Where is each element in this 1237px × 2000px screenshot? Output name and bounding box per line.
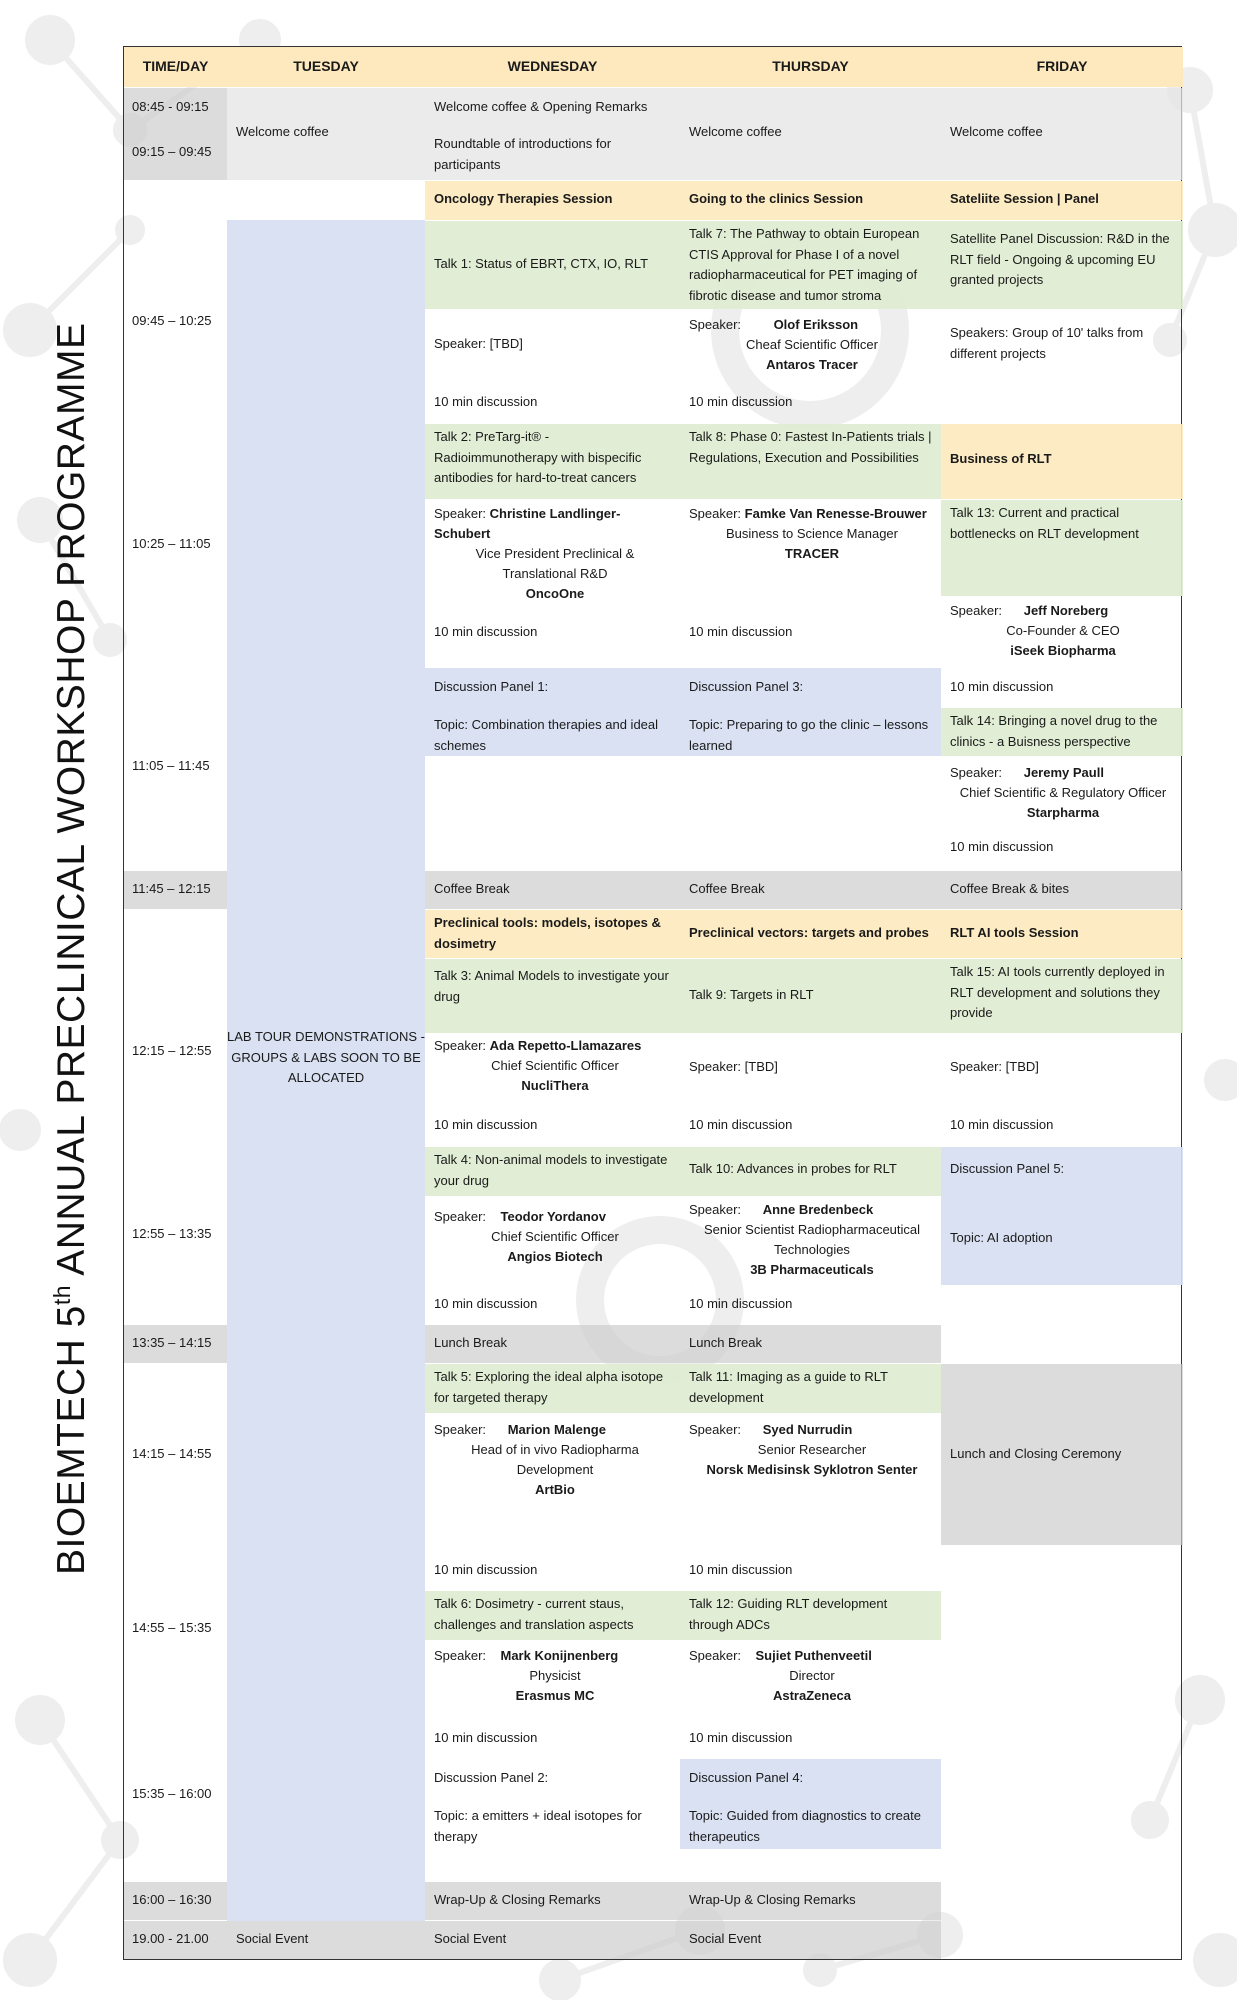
thursday-wrapup: Wrap-Up & Closing Remarks — [680, 1882, 941, 1920]
wednesday-speaker-5 — [434, 1420, 676, 1500]
wednesday-welcome: Welcome coffee & Opening Remarks — [434, 99, 648, 114]
programme-table — [123, 46, 1182, 1960]
wednesday-speaker-2 — [434, 504, 676, 604]
speaker-role: Chief Scientific Officer — [491, 1058, 619, 1073]
header-wednesday: WEDNESDAY — [425, 47, 680, 87]
wednesday-discussion: 10 min discussion — [434, 624, 538, 639]
speaker-role: Chief Scientific Officer — [491, 1229, 619, 1244]
wednesday-discussion: 10 min discussion — [434, 1296, 538, 1311]
time-slot: 19.00 - 21.00 — [132, 1931, 209, 1946]
wednesday-coffee-break: Coffee Break — [425, 871, 680, 909]
speaker-org: TRACER — [784, 546, 840, 561]
time-slot: 15:35 – 16:00 — [132, 1786, 212, 1801]
speaker-label: Speaker: — [434, 1038, 487, 1053]
tuesday-social-event: Social Event — [227, 1921, 425, 1959]
thursday-discussion: 10 min discussion — [689, 624, 793, 639]
speaker-label: Speaker: — [689, 506, 742, 521]
thursday-session-clinics: Going to the clinics Session — [680, 181, 941, 220]
thursday-talk-10: Talk 10: Advances in probes for RLT — [680, 1147, 941, 1196]
thursday-panel-3-topic: Topic: Preparing to go the clinic – lessons learned — [689, 717, 929, 753]
speaker-label: Speaker: — [689, 317, 742, 332]
speaker-label: Speaker: — [689, 1648, 742, 1663]
header-thursday: THURSDAY — [680, 47, 941, 87]
wednesday-panel-1-topic: Topic: Combination therapies and ideal schemes — [434, 717, 659, 753]
speaker-label: Speaker: — [950, 603, 1003, 618]
speaker-label: Speaker: — [434, 506, 487, 521]
friday-speaker-14 — [950, 763, 1176, 823]
wednesday-discussion: 10 min discussion — [434, 1562, 538, 1577]
friday-speaker-13 — [950, 601, 1176, 661]
friday-panel-5: Discussion Panel 5: — [950, 1161, 1065, 1176]
friday-discussion: 10 min discussion — [950, 1117, 1054, 1132]
wednesday-wrapup: Wrap-Up & Closing Remarks — [425, 1882, 680, 1920]
speaker-label: Speaker: — [689, 1202, 742, 1217]
wednesday-talk-2: Talk 2: PreTarg-it® - Radioimmunotherapy with bispecific antibodies for hard-to-treat cancers — [425, 424, 680, 499]
time-slot: 13:35 – 14:15 — [132, 1335, 212, 1350]
friday-talk-15: Talk 15: AI tools currently deployed in RLT development and solutions they provide — [941, 959, 1183, 1033]
speaker-label: Speaker: — [950, 765, 1003, 780]
thursday-talk-11: Talk 11: Imaging as a guide to RLT development — [680, 1364, 941, 1413]
wednesday-talk-4: Talk 4: Non-animal models to investigate your drug — [425, 1147, 680, 1196]
speaker-name: Syed Nurrudin — [762, 1422, 853, 1437]
wednesday-talk-6: Talk 6: Dosimetry - current staus, challenges and translation aspects — [425, 1591, 680, 1640]
thursday-panel-4-topic: Topic: Guided from diagnostics to create therapeutics — [689, 1808, 921, 1844]
time-slot: 09:45 – 10:25 — [132, 313, 212, 328]
thursday-coffee-break: Coffee Break — [680, 871, 941, 909]
time-slot: 11:05 – 11:45 — [132, 758, 210, 773]
speaker-role: Cheaf Scientific Officer — [746, 337, 878, 352]
friday-session-satellite: Sateliite Session | Panel — [941, 181, 1183, 220]
speaker-org: Starpharma — [1026, 805, 1100, 820]
time-slot: 14:55 – 15:35 — [132, 1620, 212, 1635]
thursday-discussion: 10 min discussion — [689, 1730, 793, 1745]
time-slot: 16:00 – 16:30 — [132, 1892, 212, 1907]
friday-speakers-group: Speakers: Group of 10' talks from different projects — [950, 325, 1144, 361]
thursday-session-vectors: Preclinical vectors: targets and probes — [680, 910, 941, 958]
header-friday: FRIDAY — [941, 47, 1183, 87]
thursday-speaker-7 — [689, 315, 935, 375]
time-slot: 11:45 – 12:15 — [132, 881, 211, 896]
tuesday-lab-tour-text: LAB TOUR DEMONSTRATIONS - GROUPS & LABS SOON TO BE ALLOCATED — [227, 1029, 425, 1085]
speaker-role: Senior Scientist Radiopharmaceutical Technologies — [703, 1222, 921, 1257]
speaker-org: 3B Pharmaceuticals — [750, 1262, 874, 1277]
speaker-role: Co-Founder & CEO — [1006, 623, 1120, 638]
thursday-speaker-11 — [689, 1420, 935, 1480]
wednesday-panel-2: Discussion Panel 2: — [434, 1770, 549, 1785]
speaker-name: Olof Eriksson — [773, 317, 859, 332]
tuesday-welcome-coffee: Welcome coffee — [227, 88, 425, 180]
wednesday-talk-3: Talk 3: Animal Models to investigate your drug — [425, 959, 680, 1033]
wednesday-roundtable: Roundtable of introductions for participants — [434, 136, 612, 172]
thursday-discussion: 10 min discussion — [689, 1562, 793, 1577]
speaker-name: Marion Malenge — [507, 1422, 606, 1437]
time-slot: 12:15 – 12:55 — [132, 1043, 212, 1058]
friday-welcome-coffee: Welcome coffee — [941, 88, 1183, 180]
wednesday-lunch-break: Lunch Break — [425, 1325, 680, 1363]
speaker-org: NucliThera — [521, 1078, 589, 1093]
thursday-panel-3: Discussion Panel 3: — [689, 679, 804, 694]
speaker-name: Jeremy Paull — [1023, 765, 1104, 780]
thursday-welcome-coffee: Welcome coffee — [680, 88, 941, 180]
thursday-social-event: Social Event — [680, 1921, 941, 1959]
thursday-discussion: 10 min discussion — [689, 394, 793, 409]
speaker-label: Speaker: — [689, 1422, 742, 1437]
friday-discussion: 10 min discussion — [950, 679, 1054, 694]
time-slot: 10:25 – 11:05 — [132, 536, 211, 551]
speaker-org: Norsk Medisinsk Syklotron Senter — [706, 1462, 918, 1477]
friday-business-of-rlt: Business of RLT — [941, 424, 1183, 499]
wednesday-panel-2-topic: Topic: a emitters + ideal isotopes for therapy — [434, 1808, 642, 1844]
page-title: BIOEMTECH 5th ANNUAL PRECLINICAL WORKSHOP PROGRAMME — [49, 322, 93, 1575]
thursday-speaker-12 — [689, 1646, 935, 1706]
header-time: TIME/DAY — [124, 47, 227, 87]
speaker-org: Antaros Tracer — [766, 357, 858, 372]
wednesday-speaker-3 — [434, 1036, 676, 1096]
thursday-speaker-10 — [689, 1200, 935, 1280]
wednesday-speaker-6 — [434, 1646, 676, 1706]
friday-discussion: 10 min discussion — [950, 839, 1054, 854]
speaker-org: Angios Biotech — [507, 1249, 603, 1264]
speaker-org: Erasmus MC — [515, 1688, 595, 1703]
speaker-role: Head of in vivo Radiopharma Development — [471, 1442, 639, 1477]
wednesday-discussion: 10 min discussion — [434, 1117, 538, 1132]
time-slot: 12:55 – 13:35 — [132, 1226, 212, 1241]
speaker-org: ArtBio — [535, 1482, 575, 1497]
friday-talk-14: Talk 14: Bringing a novel drug to the clinics - a Buisness perspective — [941, 708, 1183, 756]
speaker-role: Senior Researcher — [757, 1442, 867, 1457]
thursday-discussion: 10 min discussion — [689, 1296, 793, 1311]
thursday-talk-8: Talk 8: Phase 0: Fastest In-Patients trials | Regulations, Execution and Possibilities — [680, 424, 941, 499]
thursday-talk-12: Talk 12: Guiding RLT development through ADCs — [680, 1591, 941, 1640]
speaker-role: Business to Science Manager — [726, 526, 898, 541]
wednesday-speaker-4 — [434, 1207, 676, 1267]
speaker-name: Mark Konijnenberg — [500, 1648, 619, 1663]
speaker-role: Physicist — [529, 1668, 581, 1683]
speaker-name: Jeff Noreberg — [1023, 603, 1109, 618]
friday-lunch-closing-ceremony: Lunch and Closing Ceremony — [941, 1364, 1183, 1545]
wednesday-session-preclinical-tools: Preclinical tools: models, isotopes & dosimetry — [425, 910, 680, 958]
wednesday-panel-1: Discussion Panel 1: — [434, 679, 549, 694]
speaker-name: Anne Bredenbeck — [762, 1202, 874, 1217]
speaker-label: Speaker: — [434, 1209, 487, 1224]
thursday-panel-4: Discussion Panel 4: — [689, 1770, 804, 1785]
thursday-talk-7: Talk 7: The Pathway to obtain European CTIS Approval for Phase I of a novel radiopharmaceutical for PET imaging of fibrotic disease and tumor stroma — [680, 221, 941, 309]
wednesday-discussion: 10 min discussion — [434, 394, 538, 409]
friday-speaker-tbd: Speaker: [TBD] — [950, 1059, 1039, 1074]
friday-session-ai-tools: RLT AI tools Session — [941, 910, 1183, 958]
thursday-discussion: 10 min discussion — [689, 1117, 793, 1132]
header-tuesday: TUESDAY — [227, 47, 425, 87]
wednesday-speaker-tbd: Speaker: [TBD] — [434, 336, 523, 351]
thursday-speaker-tbd: Speaker: [TBD] — [689, 1059, 778, 1074]
speaker-name: Ada Repetto-Llamazares — [489, 1038, 642, 1053]
speaker-name: Christine Landlinger-Schubert — [434, 506, 621, 541]
friday-panel-5-topic: Topic: AI adoption — [950, 1230, 1053, 1245]
wednesday-social-event: Social Event — [425, 1921, 680, 1959]
speaker-org: iSeek Biopharma — [1010, 643, 1116, 658]
wednesday-talk-5: Talk 5: Exploring the ideal alpha isotope for targeted therapy — [425, 1364, 680, 1413]
speaker-org: OncoOne — [525, 586, 585, 601]
thursday-speaker-8 — [689, 504, 935, 564]
speaker-role: Vice President Preclinical & Translational R&D — [475, 546, 635, 581]
friday-satellite-panel: Satellite Panel Discussion: R&D in the RLT field - Ongoing & upcoming EU granted projects — [941, 221, 1183, 309]
speaker-name: Teodor Yordanov — [500, 1209, 606, 1224]
speaker-label: Speaker: — [434, 1422, 487, 1437]
friday-coffee-bites: Coffee Break & bites — [941, 871, 1183, 909]
speaker-role: Director — [789, 1668, 835, 1683]
thursday-lunch-break: Lunch Break — [680, 1325, 941, 1363]
speaker-name: Famke Van Renesse-Brouwer — [744, 506, 927, 521]
speaker-name: Sujiet Puthenveetil — [755, 1648, 872, 1663]
friday-talk-13: Talk 13: Current and practical bottlenecks on RLT development — [941, 500, 1183, 596]
wednesday-session-oncology: Oncology Therapies Session — [425, 181, 680, 220]
wednesday-discussion: 10 min discussion — [434, 1730, 538, 1745]
thursday-talk-9: Talk 9: Targets in RLT — [680, 959, 941, 1033]
speaker-role: Chief Scientific & Regulatory Officer — [959, 785, 1167, 800]
speaker-label: Speaker: — [434, 1648, 487, 1663]
time-slot: 14:15 – 14:55 — [132, 1446, 212, 1461]
time-slot: 09:15 – 09:45 — [132, 144, 212, 159]
time-slot: 08:45 - 09:15 — [132, 99, 209, 114]
wednesday-talk-1: Talk 1: Status of EBRT, CTX, IO, RLT — [425, 221, 680, 309]
speaker-org: AstraZeneca — [772, 1688, 852, 1703]
